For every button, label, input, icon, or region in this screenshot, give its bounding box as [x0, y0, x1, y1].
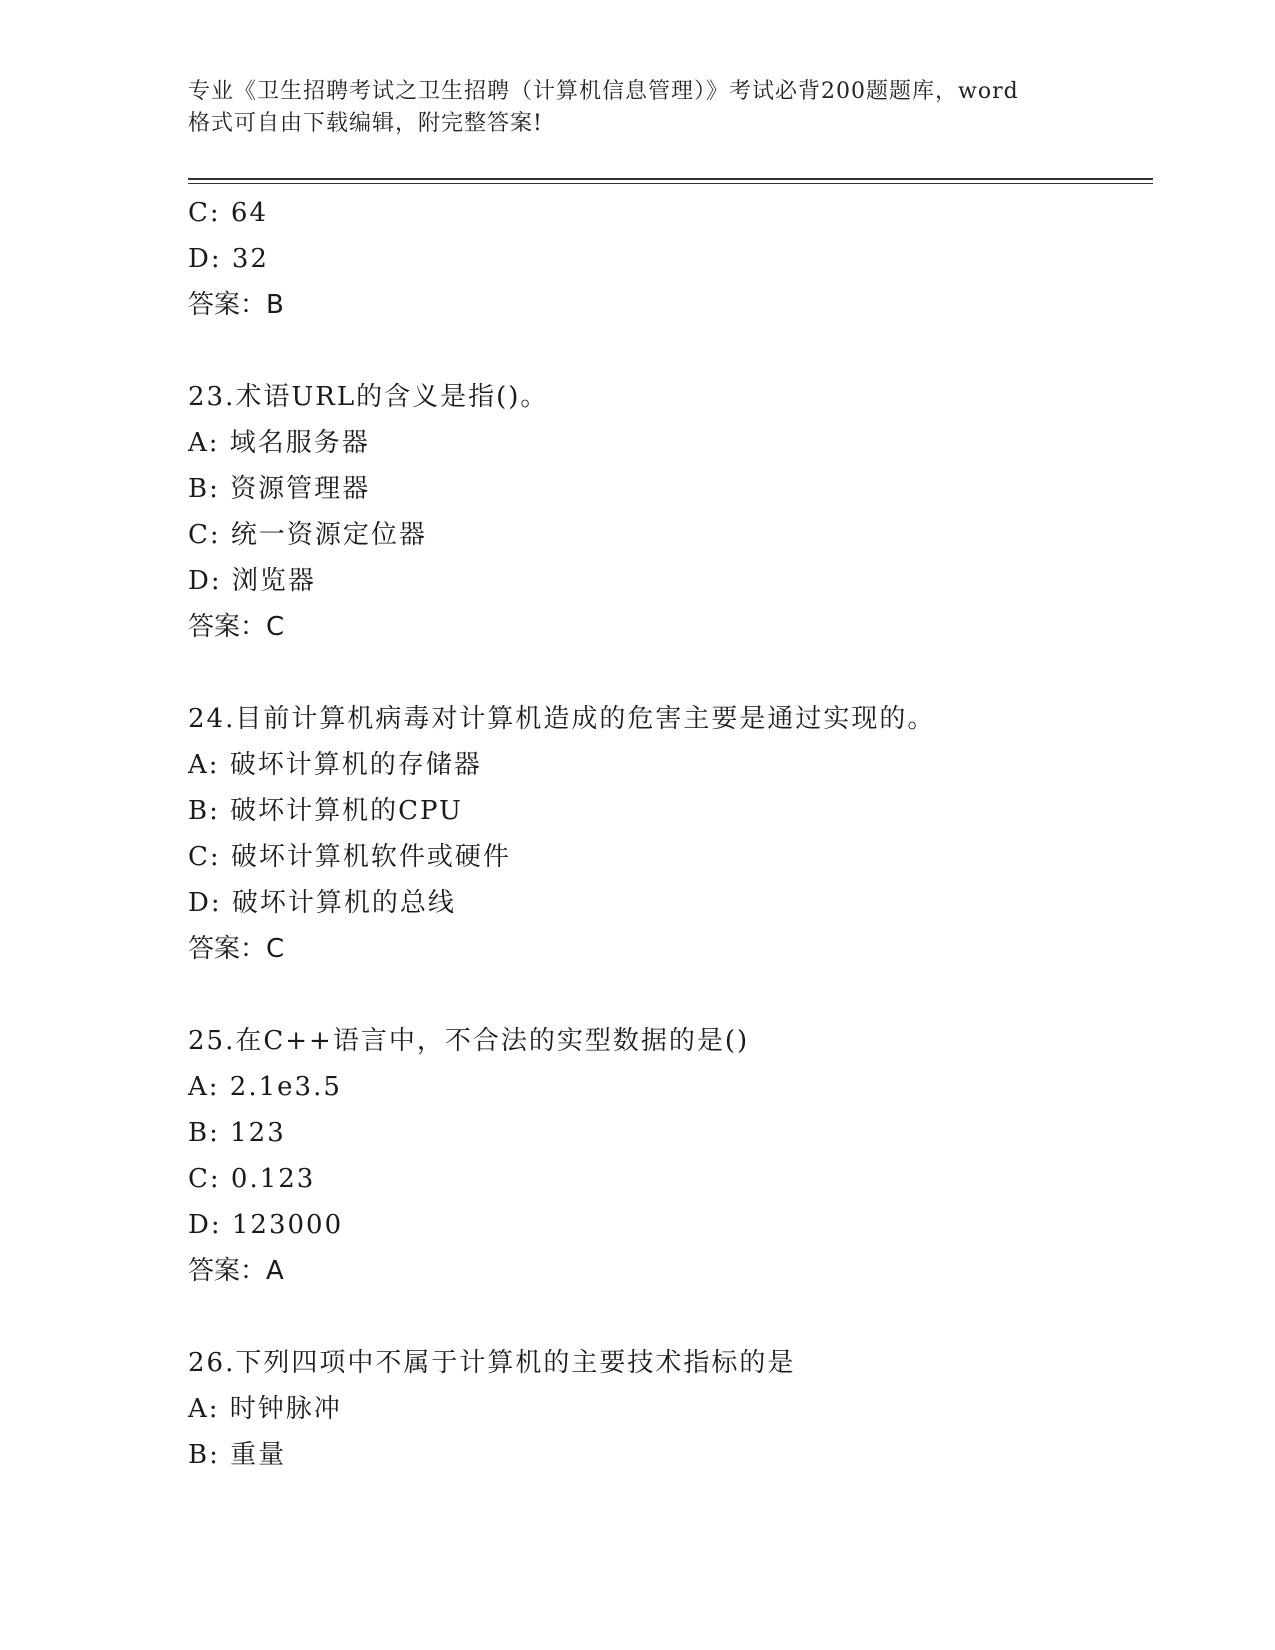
question-24: [188, 696, 1153, 972]
option-b: B: 重量: [188, 1440, 287, 1470]
document-header: [188, 76, 1088, 140]
option-a: A: 破坏计算机的存储器: [188, 750, 482, 780]
header-rule-thick: [188, 178, 1153, 180]
option-b: B: 资源管理器: [188, 474, 371, 504]
spacer: [188, 650, 1153, 696]
option-c: C: 64: [188, 198, 269, 228]
spacer: [188, 972, 1153, 1018]
question-23: [188, 374, 1153, 650]
option-a: A: 域名服务器: [188, 428, 370, 458]
option-c: C: 0.123: [188, 1164, 316, 1194]
question-22-tail: [188, 190, 1153, 328]
option-b: B: 破坏计算机的CPU: [188, 796, 463, 826]
option-d: D: 破坏计算机的总线: [188, 888, 456, 918]
question-26: [188, 1340, 1153, 1478]
option-d: D: 32: [188, 244, 269, 274]
header-line-1: 专业《卫生招聘考试之卫生招聘（计算机信息管理）》考试必背200题题库，word: [188, 79, 1019, 104]
option-c: C: 统一资源定位器: [188, 520, 427, 550]
option-c: C: 破坏计算机软件或硬件: [188, 842, 511, 872]
question-text: 24.目前计算机病毒对计算机造成的危害主要是通过实现的。: [188, 704, 936, 734]
option-d: D: 浏览器: [188, 566, 316, 596]
question-text: 23.术语URL的含义是指()。: [188, 382, 549, 412]
answer-line: 答案：B: [188, 290, 284, 320]
option-b: B: 123: [188, 1118, 286, 1148]
question-text: 25.在C++语言中，不合法的实型数据的是(): [188, 1026, 750, 1056]
option-a: A: 2.1e3.5: [188, 1072, 342, 1102]
spacer: [188, 1294, 1153, 1340]
question-list: [188, 190, 1153, 1478]
header-line-2: 格式可自由下载编辑，附完整答案!: [188, 111, 543, 136]
answer-line: 答案：C: [188, 934, 285, 964]
answer-line: 答案：C: [188, 612, 285, 642]
spacer: [188, 328, 1153, 374]
answer-line: 答案：A: [188, 1256, 284, 1286]
question-text: 26.下列四项中不属于计算机的主要技术指标的是: [188, 1348, 796, 1378]
question-25: [188, 1018, 1153, 1294]
header-rule-thin: [188, 183, 1153, 184]
option-d: D: 123000: [188, 1210, 344, 1240]
option-a: A: 时钟脉冲: [188, 1394, 342, 1424]
